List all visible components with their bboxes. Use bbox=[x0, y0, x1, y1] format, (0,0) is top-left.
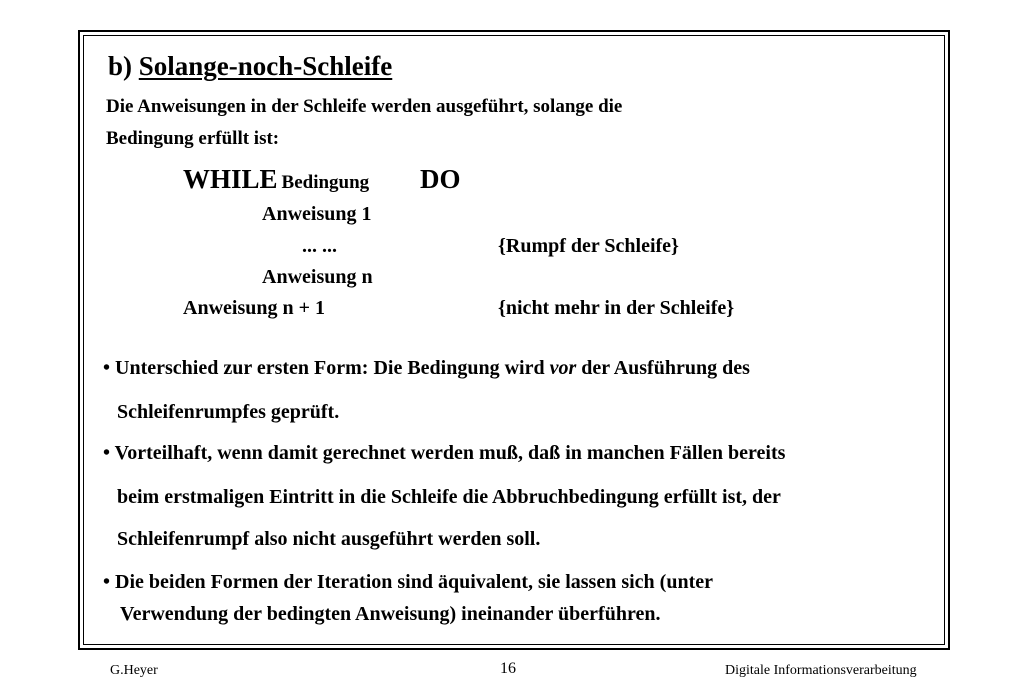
code-stmt-after: Anweisung n + 1 bbox=[183, 297, 325, 319]
bullet-3-line-1 bbox=[103, 572, 713, 592]
while-keyword: WHILE bbox=[183, 164, 278, 194]
footer-course: Digitale Informationsverarbeitung bbox=[725, 663, 917, 678]
slide-title bbox=[108, 53, 392, 80]
bullet-mark: • bbox=[103, 571, 111, 593]
title-prefix: b) bbox=[108, 51, 133, 81]
code-dots: ... ... bbox=[302, 235, 337, 257]
bullet-2-line-1 bbox=[103, 443, 785, 463]
title-main: Solange-noch-Schleife bbox=[138, 51, 393, 81]
code-stmt-1: Anweisung 1 bbox=[262, 203, 372, 225]
footer-author: G.Heyer bbox=[110, 663, 158, 678]
intro-line-2: Bedingung erfüllt ist: bbox=[106, 128, 280, 149]
bullet-2-text: Vorteilhaft, wenn damit gerechnet werden muß, daß in manchen Fällen bereits bbox=[114, 442, 786, 464]
bullet-1-line-1 bbox=[103, 358, 750, 378]
bullet-mark: • bbox=[103, 357, 111, 379]
bullet-3-line-2: Verwendung der bedingten Anweisung) ineinander überführen. bbox=[120, 603, 661, 625]
bullet-1-text-post: der Ausführung des bbox=[581, 357, 750, 379]
footer-page-number: 16 bbox=[500, 660, 516, 677]
code-stmt-n: Anweisung n bbox=[262, 266, 373, 288]
bullet-1-line-2: Schleifenrumpfes geprüft. bbox=[117, 401, 340, 423]
do-keyword: DO bbox=[420, 164, 461, 194]
bullet-1-text-emphasis: vor bbox=[549, 357, 577, 379]
code-comment-body: {Rumpf der Schleife} bbox=[498, 235, 679, 257]
bullet-3-text: Die beiden Formen der Iteration sind äquivalent, sie lassen sich (unter bbox=[115, 571, 713, 593]
slide-frame-inner bbox=[83, 35, 945, 645]
while-condition: Bedingung bbox=[281, 172, 370, 193]
intro-line-1: Die Anweisungen in der Schleife werden ausgeführt, solange die bbox=[106, 96, 623, 117]
bullet-1-text-pre: Unterschied zur ersten Form: Die Bedingung wird bbox=[115, 357, 545, 379]
bullet-2-line-2: beim erstmaligen Eintritt in die Schleife die Abbruchbedingung erfüllt ist, der bbox=[117, 486, 781, 508]
bullet-2-line-3: Schleifenrumpf also nicht ausgeführt werden soll. bbox=[117, 528, 541, 550]
code-while-line bbox=[183, 166, 369, 193]
code-comment-after: {nicht mehr in der Schleife} bbox=[498, 297, 735, 319]
bullet-mark: • bbox=[103, 442, 111, 464]
